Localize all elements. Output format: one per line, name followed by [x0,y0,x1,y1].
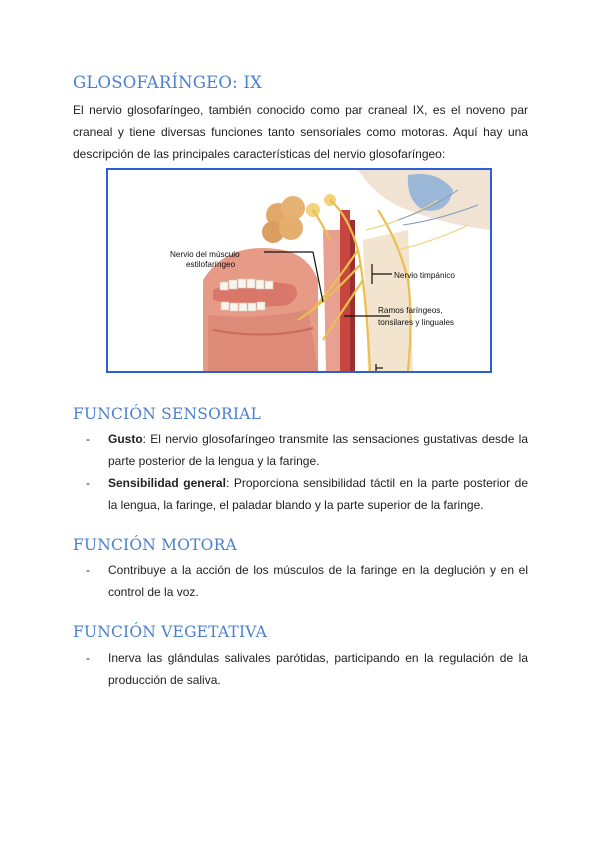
label-branches-1: Ramos faríngeos, [378,306,443,315]
label-stylopharyngeus-2: estilofaríngeo [186,260,236,269]
heading-motor-function: FUNCIÓN MOTORA [73,536,237,554]
item-text: Inerva las glándulas salivales parótidas, participando en la regulación de la producción de saliva. [108,651,528,687]
list-item [86,472,528,516]
item-term: Gusto [108,432,143,446]
item-text: : Proporciona sensibilidad táctil en la parte posterior de la lengua, la faringe, el paladar blando y la parte superior de la faringe. [108,476,528,512]
list-dash: - [86,651,90,665]
label-branches-2: tonsilares y linguales [378,318,455,327]
list-dash: - [86,476,90,490]
intro-paragraph: El nervio glosofaríngeo, también conocido como par craneal IX, es el noveno par craneal y tiene diversas funciones tanto sensoriales como motoras. Aquí hay una descripción de las principales características del nervio glosofaríngeo: [73,103,528,161]
item-term: Sensibilidad general [108,476,226,490]
nerve-illustration [108,170,490,371]
list-dash: - [86,563,90,577]
label-stylopharyngeus-1: Nervio del músculo [170,250,240,259]
heading-vegetative-function: FUNCIÓN VEGETATIVA [73,623,267,641]
list-item [86,559,528,603]
list-item [86,428,528,472]
item-text: : El nervio glosofaríngeo transmite las sensaciones gustativas desde la parte posterior de la lengua y la faringe. [108,432,528,468]
list-dash: - [86,432,90,446]
heading-sensory-function: FUNCIÓN SENSORIAL [73,405,262,423]
list-item [86,647,528,691]
page-title: GLOSOFARÍNGEO: IX [73,73,263,92]
label-tympanic-nerve: Nervio timpánico [394,271,455,280]
item-text: Contribuye a la acción de los músculos de la faringe en la deglución y en el control de la voz. [108,563,528,599]
sensory-function-list [86,428,528,516]
vegetative-function-list [86,647,528,691]
anatomy-figure [106,168,492,373]
motor-function-list [86,559,528,603]
